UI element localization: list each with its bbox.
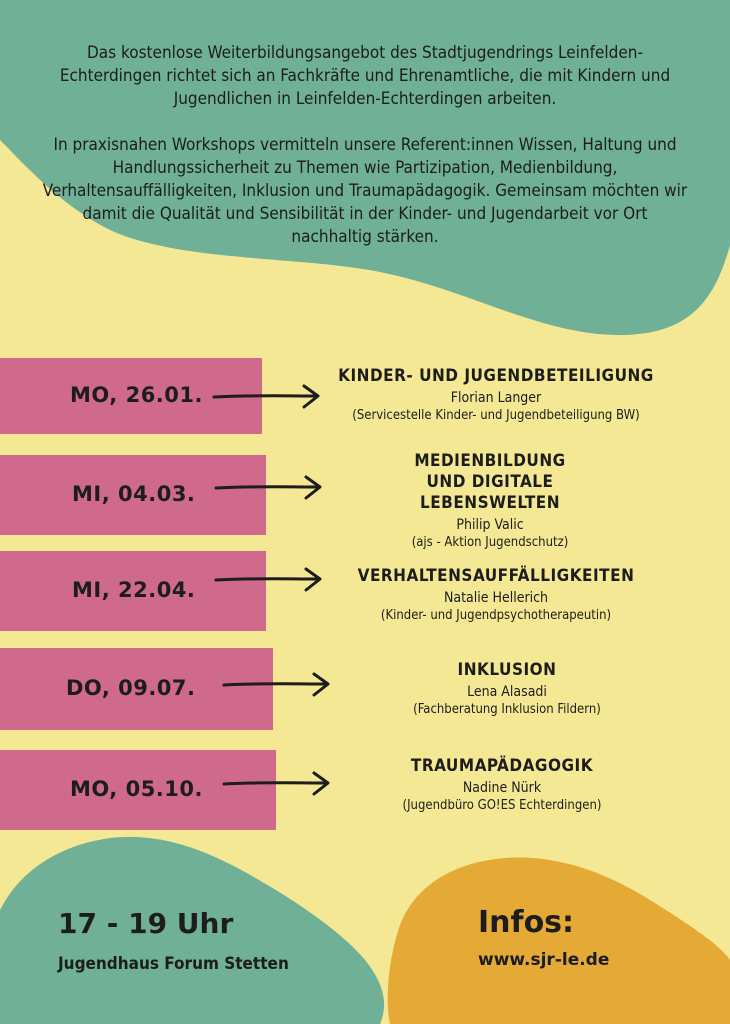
workshop-title: VERHALTENSAUFFÄLLIGKEITEN	[357, 566, 635, 586]
workshop-date-1: MO, 26.01.	[70, 383, 203, 407]
workshop-title: MEDIENBILDUNG UND DIGITALE LEBENSWELTEN	[414, 451, 566, 513]
workshop-speaker: Nadine Nürk	[462, 780, 542, 796]
event-venue: Jugendhaus Forum Stetten	[58, 954, 289, 974]
intro-text	[40, 42, 690, 249]
bottom-orange-blob	[388, 858, 730, 1024]
workshop-speaker: Philip Valic	[456, 517, 524, 533]
workshop-date-2: MI, 04.03.	[72, 482, 196, 506]
workshop-4	[327, 660, 687, 718]
intro-paragraph-2: In praxisnahen Workshops vermitteln unsere Referent:innen Wissen, Haltung und Handlungssicherheit zu Themen wie Partizipation, Medienbildung, Verhaltensauffälligkeiten, Inklusion und Traumapädagogik. Gemeinsam möchten wir damit die Qualität und Sensibilität in der Kinder- und Jugendarbeit vor Ort nachhaltig stärken.	[42, 135, 688, 247]
workshop-1	[316, 366, 676, 424]
arrow-icon	[214, 567, 324, 593]
intro-paragraph-1: Das kostenlose Weiterbildungsangebot des Stadtjugendrings Leinfelden-Echterdingen richtet sich an Fachkräfte und Ehrenamtliche, die mit Kindern und Jugendlichen in Leinfelden-Echterdingen arbeiten.	[59, 43, 671, 109]
workshop-speaker: Lena Alasadi	[467, 684, 547, 700]
arrow-icon	[212, 384, 322, 410]
workshop-2	[310, 451, 670, 551]
workshop-title: KINDER- UND JUGENDBETEILIGUNG	[338, 366, 654, 386]
workshop-organization: (Fachberatung Inklusion Fildern)	[413, 702, 601, 717]
workshop-organization: (Kinder- und Jugendpsychotherapeutin)	[380, 608, 612, 623]
infos-website-link[interactable]: www.sjr-le.de	[478, 950, 610, 970]
workshop-date-4: DO, 09.07.	[66, 676, 196, 700]
workshop-3	[316, 566, 676, 624]
workshop-5	[322, 756, 682, 814]
workshop-speaker: Natalie Hellerich	[443, 590, 549, 606]
workshop-title: TRAUMAPÄDAGOGIK	[410, 756, 594, 776]
workshop-speaker: Florian Langer	[450, 390, 542, 406]
workshop-date-3: MI, 22.04.	[72, 578, 196, 602]
workshop-date-5: MO, 05.10.	[70, 777, 203, 801]
workshop-title: INKLUSION	[457, 660, 557, 680]
workshop-organization: (Servicestelle Kinder- und Jugendbeteiligung BW)	[352, 408, 640, 423]
arrow-icon	[222, 771, 332, 797]
workshop-organization: (Jugendbüro GO!ES Echterdingen)	[402, 798, 602, 813]
infos-heading: Infos:	[478, 905, 575, 940]
workshop-organization: (ajs - Aktion Jugendschutz)	[411, 535, 569, 550]
event-time: 17 - 19 Uhr	[58, 907, 234, 940]
arrow-icon	[214, 475, 324, 501]
arrow-icon	[222, 672, 332, 698]
